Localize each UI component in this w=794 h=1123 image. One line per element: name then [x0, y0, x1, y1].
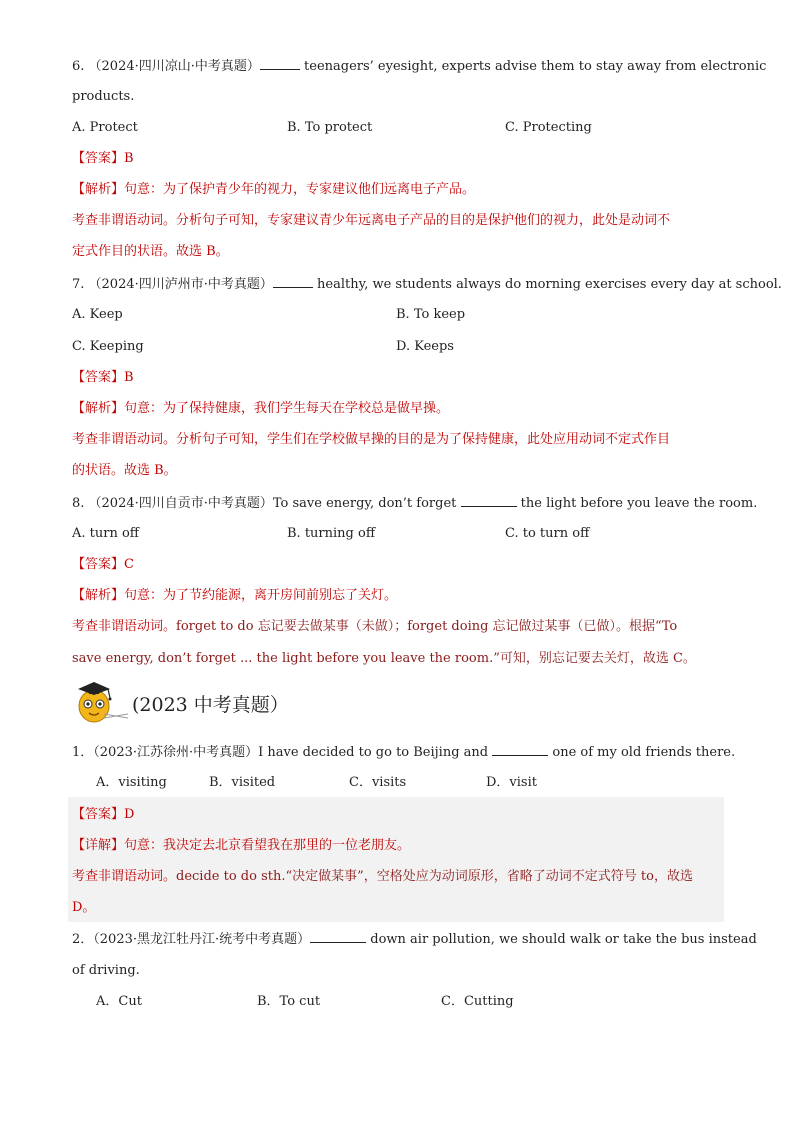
q1-answer-label: 【答案】	[72, 807, 125, 822]
q8-analysis-text1: 句意：为了节约能源，离开房间前别忘了关灯。	[124, 588, 398, 603]
q6-option-b: B. To protect	[287, 120, 373, 135]
q7-option-a: A. Keep	[72, 307, 123, 322]
q6-analysis-3: 定式作目的状语。故选 B。	[72, 244, 229, 259]
q1-option-a: A．visiting	[96, 775, 167, 790]
q7-answer-value: B	[124, 370, 134, 385]
q7-answer	[72, 369, 134, 387]
q1-analysis-text2a: 考查非谓语动词。	[72, 869, 177, 884]
q1-stem-text: one of my old friends there.	[548, 745, 736, 760]
q7-stem-source: 7. （2024·四川泸州市·中考真题）	[72, 277, 273, 292]
q1-option-c: C．visits	[349, 775, 407, 790]
q6-answer	[72, 150, 134, 168]
q8-option-c: C. to turn off	[505, 526, 590, 541]
q6-stem-line2: products.	[72, 89, 135, 104]
q8-analysis-1	[72, 587, 397, 605]
q1-answer-value: D	[124, 807, 135, 822]
q8-analysis-3: save energy, don’t forget ... the light before you leave the room.”可知，别忘记要去关灯，故选 C。	[72, 651, 696, 666]
q8-answer-value: C	[124, 557, 134, 572]
q8-option-b: B. turning off	[287, 526, 376, 541]
q1-analysis-2	[72, 868, 693, 886]
q6-stem-source: 6. （2024·四川凉山·中考真题）	[72, 59, 260, 74]
q8-answer	[72, 556, 134, 574]
q6-analysis-1	[72, 181, 475, 199]
q2-stem-line2: of driving.	[72, 963, 140, 978]
q7-stem-text: healthy, we students always do morning exercises every day at school.	[312, 277, 782, 292]
q1-stem-line1	[72, 743, 735, 762]
q2-option-c: C．Cutting	[441, 994, 514, 1009]
q1-analysis-text2b: decide to do sth.“决定做某事”，空格处应为动词原形，省略了动词不定式符号 to，故选	[176, 869, 693, 884]
q6-analysis-2: 考查非谓语动词。分析句子可知，专家建议青少年远离电子产品的目的是保护他们的视力，此处是动词不	[72, 213, 671, 228]
q6-stem-text: teenagers’ eyesight, experts advise them to stay away from electronic	[299, 59, 767, 74]
q2-stem-source: 2．（2023·黑龙江牡丹江·统考中考真题）	[72, 932, 311, 947]
q1-analysis-text1: 句意：我决定去北京看望我在那里的一位老朋友。	[124, 838, 411, 853]
q6-stem-line1	[72, 57, 766, 76]
q7-analysis-1	[72, 400, 449, 418]
q1-analysis-1	[72, 837, 410, 855]
q1-analysis-3: D。	[72, 900, 96, 915]
q6-answer-value: B	[124, 151, 134, 166]
q6-analysis-text1: 句意：为了保护青少年的视力，专家建议他们远离电子产品。	[124, 182, 476, 197]
section-title: (2023 中考真题）	[132, 694, 289, 716]
q8-stem-line1	[72, 494, 757, 513]
q1-solution-box	[68, 797, 724, 922]
q1-option-d: D．visit	[486, 775, 537, 790]
q2-option-a: A．Cut	[96, 994, 142, 1009]
q1-stem-source: 1．（2023·江苏徐州·中考真题）I have decided to go to Beijing and	[72, 745, 493, 760]
q1-answer	[72, 806, 134, 824]
q6-analysis-label: 【解析】	[72, 182, 125, 197]
q7-option-c: C. Keeping	[72, 339, 144, 354]
q8-analysis-text2b: forget to do 忘记要去做某事（未做）；forget doing 忘记做过某事（已做）。根据“To	[176, 619, 678, 634]
q6-answer-label: 【答案】	[72, 151, 125, 166]
q1-analysis-label: 【详解】	[72, 838, 125, 853]
q7-analysis-text1: 句意：为了保持健康，我们学生每天在学校总是做早操。	[124, 401, 450, 416]
q8-stem-text: the light before you leave the room.	[516, 496, 758, 511]
q2-stem-line1	[72, 930, 757, 949]
q7-blank	[273, 275, 313, 288]
q7-analysis-2: 考查非谓语动词。分析句子可知，学生们在学校做早操的目的是为了保持健康，此处应用动词不定式作目	[72, 432, 671, 447]
q1-option-b: B．visited	[209, 775, 276, 790]
q7-option-d: D. Keeps	[396, 339, 454, 354]
q8-answer-label: 【答案】	[72, 557, 125, 572]
q7-analysis-3: 的状语。故选 B。	[72, 463, 177, 478]
q6-blank	[260, 57, 300, 70]
q6-option-a: A. Protect	[72, 120, 138, 135]
q7-analysis-label: 【解析】	[72, 401, 125, 416]
q8-analysis-2	[72, 618, 677, 636]
q8-option-a: A. turn off	[72, 526, 140, 541]
q6-option-c: C. Protecting	[505, 120, 592, 135]
q7-stem-line1	[72, 275, 782, 294]
q2-option-b: B．To cut	[257, 994, 321, 1009]
q2-stem-text: down air pollution, we should walk or take the bus instead	[366, 932, 757, 947]
q8-blank	[461, 494, 517, 507]
scholar-mascot-icon	[72, 678, 130, 728]
q1-blank	[492, 743, 548, 756]
q8-stem-source: 8. （2024·四川自贡市·中考真题）To save energy, don’t forget	[72, 496, 461, 511]
q8-analysis-label: 【解析】	[72, 588, 125, 603]
q7-option-b: B. To keep	[396, 307, 466, 322]
q2-blank	[310, 930, 366, 943]
q7-answer-label: 【答案】	[72, 370, 125, 385]
q8-analysis-text2a: 考查非谓语动词。	[72, 619, 177, 634]
